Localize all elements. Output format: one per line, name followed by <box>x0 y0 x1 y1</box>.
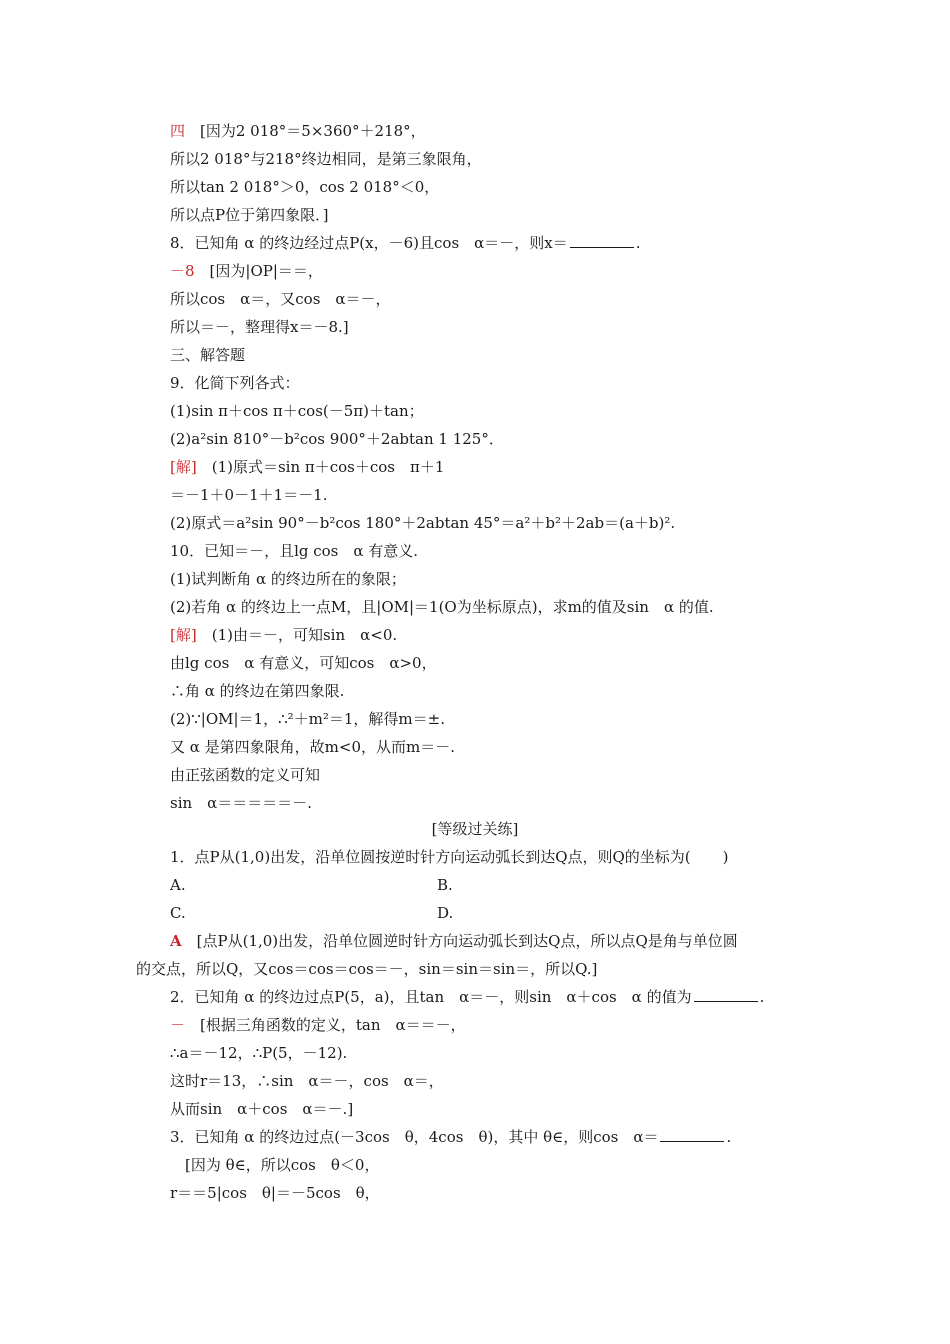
answer-blank <box>570 233 634 248</box>
solution-line: [解] (1)由＝－，可知sin α<0. <box>170 626 398 644</box>
section-title: [等级过关练] <box>431 820 519 838</box>
solution-mark: [解] <box>170 458 197 476</box>
answer-blank <box>694 987 758 1002</box>
text-line: (2)若角 α 的终边上一点M，且|OM|＝1(O为坐标原点)，求m的值及sin α 的值. <box>170 598 714 616</box>
question-2: 2．已知角 α 的终边过点P(5，a)，且tan α＝－，则sin α＋cos α 的值为 . <box>170 988 765 1006</box>
solution-line: A [点P从(1,0)出发，沿单位圆逆时针方向运动弧长到达Q点，所以点Q是角与单位圆 <box>170 932 738 950</box>
text-line: 这时r＝13，∴sin α＝－，cos α＝， <box>170 1072 444 1090</box>
text-line: (1)试判断角 α 的终边所在的象限； <box>170 570 406 588</box>
text-line: [因为 θ∈，所以cos θ＜0， <box>170 1156 380 1174</box>
answer-mark: －8 <box>170 262 195 280</box>
question-3: 3．已知角 α 的终边过点(－3cos θ，4cos θ)，其中 θ∈，则cos α＝ . <box>170 1128 732 1146</box>
text-line: 所以点P位于第四象限．] <box>170 206 329 224</box>
options-row <box>170 903 454 923</box>
text-line: (2)原式＝a²sin 90°－b²cos 180°＋2abtan 45°＝a²＋b²＋2ab＝(a＋b)². <box>170 514 676 532</box>
question-10: 10．已知＝－，且lg cos α 有意义. <box>170 542 419 560</box>
answer-blank <box>660 1127 724 1142</box>
text-line: 所以＝－，整理得x＝－8.] <box>170 318 349 336</box>
text-line: －8 [因为|OP|＝＝， <box>170 262 323 280</box>
text-line: 所以2 018°与218°终边相同，是第三象限角， <box>170 150 482 168</box>
question-8: 8．已知角 α 的终边经过点P(x，－6)且cos α＝－，则x＝ . <box>170 234 641 252</box>
text-line: ∴角 α 的终边在第四象限. <box>170 682 345 700</box>
text-line: ∴a＝－12，∴P(5，－12). <box>170 1044 348 1062</box>
answer-mark: 四 <box>170 122 186 140</box>
text-line: ＝－1＋0－1＋1＝－1. <box>170 486 328 504</box>
solution-mark: [解] <box>170 626 197 644</box>
options-row <box>170 875 453 895</box>
question-9: 9．化简下列各式： <box>170 374 300 392</box>
text-line: 由lg cos α 有意义，可知cos α>0， <box>170 654 437 672</box>
text-line: 所以tan 2 018°＞0，cos 2 018°＜0， <box>170 178 440 196</box>
section-heading: 三、解答题 <box>170 346 246 364</box>
text-line: 的交点，所以Q，又cos＝cos＝cos＝－，sin＝sin＝sin＝，所以Q.] <box>136 960 598 978</box>
text-line: sin α＝＝＝＝＝－. <box>170 794 313 812</box>
answer-mark: A <box>170 932 182 950</box>
option-c: C. <box>170 904 186 922</box>
text-line: (2)∵|OM|＝1，∴²＋m²＝1，解得m＝±. <box>170 710 445 728</box>
answer-mark: － <box>170 1016 186 1034</box>
option-b: B. <box>437 876 453 894</box>
text-line: 所以cos α＝，又cos α＝－， <box>170 290 391 308</box>
text-line: 又 α 是第四象限角，故m<0，从而m＝－. <box>170 738 455 756</box>
solution-line: － [根据三角函数的定义，tan α＝＝－， <box>170 1016 466 1034</box>
text-line: r＝＝5|cos θ|＝－5cos θ， <box>170 1184 380 1202</box>
option-a: A. <box>170 876 186 894</box>
solution-line: [解] (1)原式＝sin π＋cos＋cos π＋1 <box>170 458 445 476</box>
text-line: 四 [因为2 018°＝5×360°＋218°， <box>170 122 426 140</box>
text-line: (2)a²sin 810°－b²cos 900°＋2abtan 1 125°． <box>170 430 504 448</box>
text-line: 从而sin α＋cos α＝－.] <box>170 1100 354 1118</box>
text-line: (1)sin π＋cos π＋cos(－5π)＋tan； <box>170 402 424 420</box>
text-line: 由正弦函数的定义可知 <box>170 766 321 784</box>
option-d: D. <box>437 904 454 922</box>
question-1: 1．点P从(1,0)出发，沿单位圆按逆时针方向运动弧长到达Q点，则Q的坐标为( ) <box>170 848 729 866</box>
